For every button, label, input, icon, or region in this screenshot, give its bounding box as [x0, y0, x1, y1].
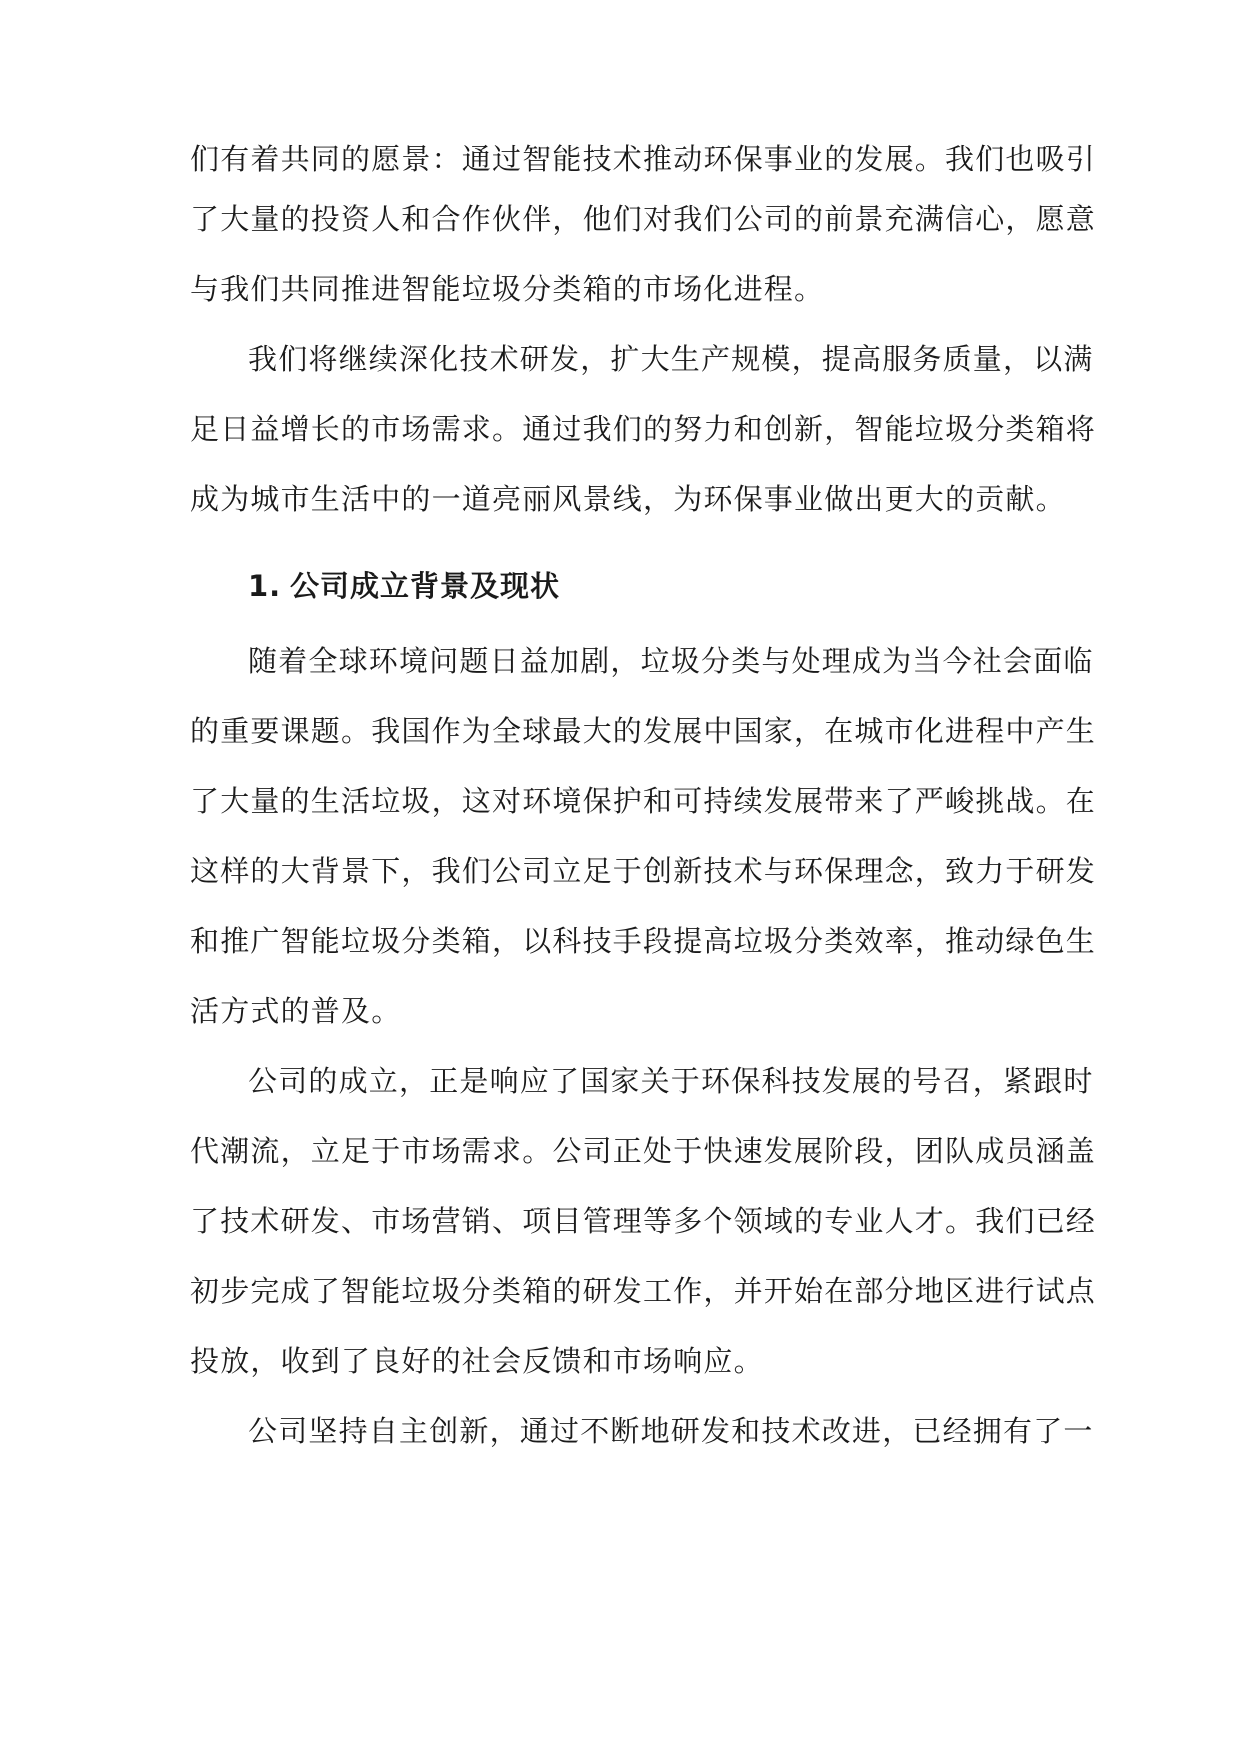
section-heading-title: 公司成立背景及现状: [290, 569, 561, 603]
section-heading: [248, 566, 560, 606]
paragraph-line: 活方式的普及。: [190, 994, 402, 1028]
paragraph-line: 的重要课题。我国作为全球最大的发展中国家，在城市化进程中产生: [190, 714, 1097, 748]
section-heading-number: 1.: [248, 569, 282, 603]
paragraph-line: 与我们共同推进智能垃圾分类箱的市场化进程。: [190, 272, 825, 306]
paragraph-line: 了技术研发、市场营销、项目管理等多个领域的专业人才。我们已经: [190, 1204, 1097, 1238]
paragraph-line: 了大量的生活垃圾，这对环境保护和可持续发展带来了严峻挑战。在: [190, 784, 1097, 818]
paragraph-line: 成为城市生活中的一道亮丽风景线，为环保事业做出更大的贡献。: [190, 482, 1066, 516]
paragraph-line: 初步完成了智能垃圾分类箱的研发工作，并开始在部分地区进行试点: [190, 1274, 1097, 1308]
paragraph-line: 这样的大背景下，我们公司立足于创新技术与环保理念，致力于研发: [190, 854, 1097, 888]
paragraph-line: 了大量的投资人和合作伙伴，他们对我们公司的前景充满信心，愿意: [190, 202, 1097, 236]
paragraph-line: 足日益增长的市场需求。通过我们的努力和创新，智能垃圾分类箱将: [190, 412, 1097, 446]
paragraph-line: 代潮流，立足于市场需求。公司正处于快速发展阶段，团队成员涵盖: [190, 1134, 1097, 1168]
paragraph-line: 我们将继续深化技术研发，扩大生产规模，提高服务质量，以满: [248, 342, 1094, 376]
paragraph-line: 公司的成立，正是响应了国家关于环保科技发展的号召，紧跟时: [248, 1064, 1094, 1098]
paragraph-line: 们有着共同的愿景：通过智能技术推动环保事业的发展。我们也吸引: [190, 142, 1097, 176]
paragraph-line: 和推广智能垃圾分类箱，以科技手段提高垃圾分类效率，推动绿色生: [190, 924, 1097, 958]
paragraph-line: 投放，收到了良好的社会反馈和市场响应。: [190, 1344, 764, 1378]
paragraph-line: 公司坚持自主创新，通过不断地研发和技术改进，已经拥有了一: [248, 1414, 1094, 1448]
paragraph-line: 随着全球环境问题日益加剧，垃圾分类与处理成为当今社会面临: [248, 644, 1094, 678]
